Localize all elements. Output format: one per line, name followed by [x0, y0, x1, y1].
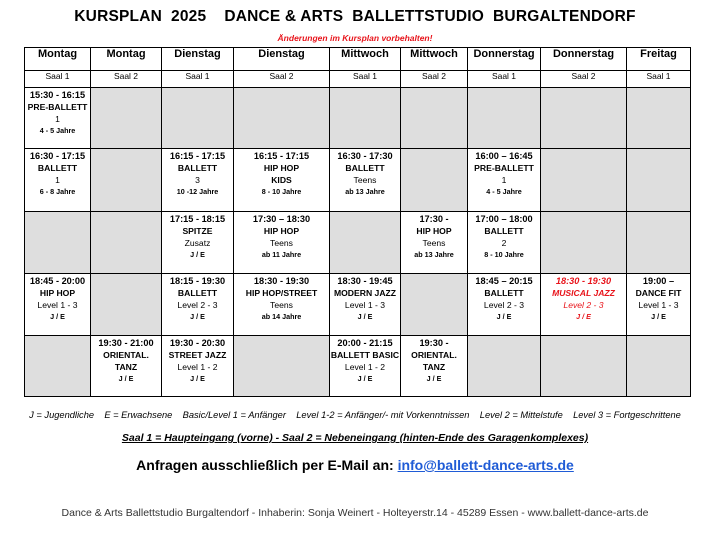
- course-audience: J / E: [118, 374, 134, 383]
- schedule-change-notice: Änderungen im Kursplan vorbehalten!: [277, 33, 433, 43]
- course-time: 17:30 -: [419, 214, 449, 224]
- course-time: 16:00 – 16:45: [475, 151, 533, 161]
- schedule-body: [25, 88, 691, 397]
- course-time: 19:00 –: [642, 276, 675, 286]
- empty-slot: [401, 149, 468, 212]
- course-level: Level 2 - 3: [563, 300, 604, 310]
- empty-slot: [25, 212, 91, 274]
- course-name: BALLETT: [345, 163, 385, 173]
- course-time: 18:45 - 20:00: [29, 276, 86, 286]
- empty-slot: [91, 212, 162, 274]
- course-cell: [401, 336, 468, 397]
- course-cell: [25, 149, 91, 212]
- day-header: Montag: [25, 48, 91, 71]
- course-time: 18:45 – 20:15: [475, 276, 533, 286]
- course-audience: J / E: [357, 374, 373, 383]
- course-level: Level 1 - 3: [37, 300, 78, 310]
- course-name: BALLETT: [484, 288, 524, 298]
- day-header: Donnerstag: [541, 48, 627, 71]
- day-header: Mittwoch: [330, 48, 401, 71]
- course-audience: J / E: [426, 374, 442, 383]
- course-name: STREET JAZZ: [168, 350, 227, 360]
- course-time: 19:30 - 21:00: [98, 338, 154, 348]
- empty-slot: [162, 88, 234, 149]
- course-level: 1: [55, 175, 60, 185]
- empty-slot: [541, 336, 627, 397]
- hall-header: Saal 1: [627, 71, 691, 88]
- course-cell: [162, 274, 234, 336]
- course-level: 1: [501, 175, 507, 185]
- schedule-row: [25, 88, 691, 149]
- day-header-row: [25, 48, 691, 71]
- day-header: Freitag: [627, 48, 691, 71]
- course-time: 16:30 - 17:30: [337, 151, 393, 161]
- course-cell: [162, 212, 234, 274]
- course-name: HIP HOP: [263, 163, 300, 173]
- empty-slot: [468, 88, 541, 149]
- course-level: Teens: [270, 300, 293, 310]
- course-name: ORIENTAL.: [411, 350, 457, 360]
- hall-header: Saal 1: [162, 71, 234, 88]
- course-time: 16:30 - 17:15: [29, 151, 86, 161]
- course-cell: [162, 149, 234, 212]
- course-name-line2: TANZ: [114, 362, 138, 372]
- schedule-row: [25, 149, 691, 212]
- course-time: 20:00 - 21:15: [337, 338, 393, 348]
- empty-slot: [627, 88, 691, 149]
- course-level: Level 1 - 3: [344, 300, 386, 310]
- hall-header: Saal 1: [25, 71, 91, 88]
- course-name: BALLETT BASIC: [330, 350, 400, 360]
- empty-slot: [468, 336, 541, 397]
- course-time: 18:30 - 19:30: [555, 276, 612, 286]
- course-time: 15:30 - 16:15: [29, 90, 86, 100]
- course-cell: [91, 336, 162, 397]
- course-name: MODERN JAZZ: [333, 288, 397, 298]
- empty-slot: [330, 88, 401, 149]
- hall-header: Saal 2: [541, 71, 627, 88]
- course-audience: J / E: [190, 374, 205, 383]
- course-audience: 8 - 10 Jahre: [484, 250, 524, 259]
- course-cell: [234, 212, 330, 274]
- course-cell: [330, 149, 401, 212]
- course-name: DANCE FIT: [635, 288, 682, 298]
- course-audience: J / E: [496, 312, 512, 321]
- hall-header: Saal 2: [91, 71, 162, 88]
- hall-header: Saal 2: [401, 71, 468, 88]
- empty-slot: [330, 212, 401, 274]
- hall-header-row: [25, 71, 691, 88]
- course-cell: [627, 274, 691, 336]
- course-cell: [330, 336, 401, 397]
- course-audience: 8 - 10 Jahre: [261, 187, 302, 196]
- course-name: BALLETT: [177, 163, 218, 173]
- course-cell: [468, 212, 541, 274]
- course-audience: 10 -12 Jahre: [176, 187, 219, 196]
- footer-imprint: Dance & Arts Ballettstudio Burgaltendorf - Inhaberin: Sonja Weinert - Holteyerstr.14 - 45289 Essen - www.ballett-dance-arts.de: [61, 507, 649, 519]
- empty-slot: [541, 212, 627, 274]
- course-name: HIP HOP/STREET: [245, 288, 318, 298]
- course-level: 1: [55, 114, 60, 124]
- course-name: SPITZE: [182, 226, 213, 236]
- course-audience: ab 11 Jahre: [261, 250, 302, 259]
- schedule-row: [25, 336, 691, 397]
- contact-email-link[interactable]: info@ballett-dance-arts.de: [397, 457, 574, 473]
- level-legend: J = Jugendliche E = Erwachsene Basic/Level 1 = Anfänger Level 1-2 = Anfänger/- mit Vorkenntnissen Level 2 = Mittelstufe Level 3 = Fortgeschrittene: [29, 410, 681, 420]
- course-level: Level 2 - 3: [483, 300, 525, 310]
- course-audience: J / E: [357, 312, 373, 321]
- course-time: 19:30 - 20:30: [169, 338, 226, 348]
- course-time: 19:30 -: [419, 338, 449, 348]
- course-audience: J / E: [190, 312, 205, 321]
- course-level: Teens: [270, 238, 293, 248]
- course-cell: [162, 336, 234, 397]
- course-name: PRE-BALLETT: [474, 163, 534, 173]
- course-audience: 6 - 8 Jahre: [39, 187, 76, 196]
- hall-entrance-info: Saal 1 = Haupteingang (vorne) - Saal 2 = Nebeneingang (hinten-Ende des Garagenkomplexes): [121, 432, 589, 444]
- course-cell: [25, 88, 91, 149]
- course-name: BALLETT: [484, 226, 524, 236]
- day-header: Montag: [91, 48, 162, 71]
- page-title: KURSPLAN 2025 DANCE & ARTS BALLETTSTUDIO BURGALTENDORF: [74, 8, 636, 25]
- course-cell: [468, 274, 541, 336]
- course-name-line2: KIDS: [271, 175, 292, 185]
- course-level: Teens: [422, 238, 446, 248]
- course-name: ORIENTAL.: [103, 350, 149, 360]
- course-name: HIP HOP: [263, 226, 300, 236]
- course-time: 18:30 - 19:30: [253, 276, 310, 286]
- course-name: BALLETT: [177, 288, 218, 298]
- course-name-line2: TANZ: [422, 362, 446, 372]
- course-time: 17:30 – 18:30: [252, 214, 311, 224]
- course-cell: [468, 149, 541, 212]
- course-time: 18:30 - 19:45: [337, 276, 393, 286]
- course-level: 3: [195, 175, 200, 185]
- empty-slot: [401, 88, 468, 149]
- course-level: Level 2 - 3: [177, 300, 218, 310]
- course-name: HIP HOP: [416, 226, 452, 236]
- day-header: Dienstag: [234, 48, 330, 71]
- empty-slot: [234, 336, 330, 397]
- empty-slot: [234, 88, 330, 149]
- day-header: Donnerstag: [468, 48, 541, 71]
- empty-slot: [541, 149, 627, 212]
- course-time: 16:15 - 17:15: [169, 151, 226, 161]
- course-level: Level 1 - 2: [344, 362, 386, 372]
- course-time: 17:15 - 18:15: [169, 214, 226, 224]
- course-time: 18:15 - 19:30: [169, 276, 226, 286]
- schedule-row: [25, 212, 691, 274]
- empty-slot: [91, 149, 162, 212]
- hall-header: Saal 1: [468, 71, 541, 88]
- course-audience: J / E: [576, 312, 591, 321]
- empty-slot: [91, 88, 162, 149]
- course-cell: [25, 274, 91, 336]
- course-audience: J / E: [50, 312, 65, 321]
- course-name: HIP HOP: [39, 288, 76, 298]
- empty-slot: [627, 149, 691, 212]
- course-audience: ab 13 Jahre: [345, 187, 385, 196]
- course-time: 16:15 - 17:15: [253, 151, 310, 161]
- course-audience: 4 - 5 Jahre: [39, 126, 76, 135]
- course-level: Zusatz: [184, 238, 211, 248]
- course-cell: [234, 274, 330, 336]
- course-cell: [330, 274, 401, 336]
- course-audience: ab 13 Jahre: [414, 250, 454, 259]
- course-cell: [541, 274, 627, 336]
- course-level: Level 1 - 2: [177, 362, 218, 372]
- empty-slot: [91, 274, 162, 336]
- empty-slot: [401, 274, 468, 336]
- course-audience: 4 - 5 Jahre: [486, 187, 522, 196]
- course-time: 17:00 – 18:00: [475, 214, 533, 224]
- schedule-row: [25, 274, 691, 336]
- course-audience: J / E: [651, 312, 666, 321]
- course-level: Teens: [353, 175, 377, 185]
- empty-slot: [541, 88, 627, 149]
- course-level: Level 1 - 3: [638, 300, 679, 310]
- course-cell: [234, 149, 330, 212]
- contact-line: [0, 457, 710, 473]
- course-name: MUSICAL JAZZ: [552, 288, 615, 298]
- hall-header: Saal 2: [234, 71, 330, 88]
- course-cell: [401, 212, 468, 274]
- empty-slot: [25, 336, 91, 397]
- course-audience: J / E: [190, 250, 205, 259]
- course-name: PRE-BALLETT: [27, 102, 88, 112]
- day-header: Dienstag: [162, 48, 234, 71]
- empty-slot: [627, 336, 691, 397]
- course-name: BALLETT: [37, 163, 78, 173]
- course-audience: ab 14 Jahre: [261, 312, 302, 321]
- course-schedule-table: [24, 47, 691, 397]
- hall-header: Saal 1: [330, 71, 401, 88]
- day-header: Mittwoch: [401, 48, 468, 71]
- course-level: 2: [501, 238, 507, 248]
- empty-slot: [627, 212, 691, 274]
- contact-text: Anfragen ausschließlich per E-Mail an:: [136, 457, 398, 473]
